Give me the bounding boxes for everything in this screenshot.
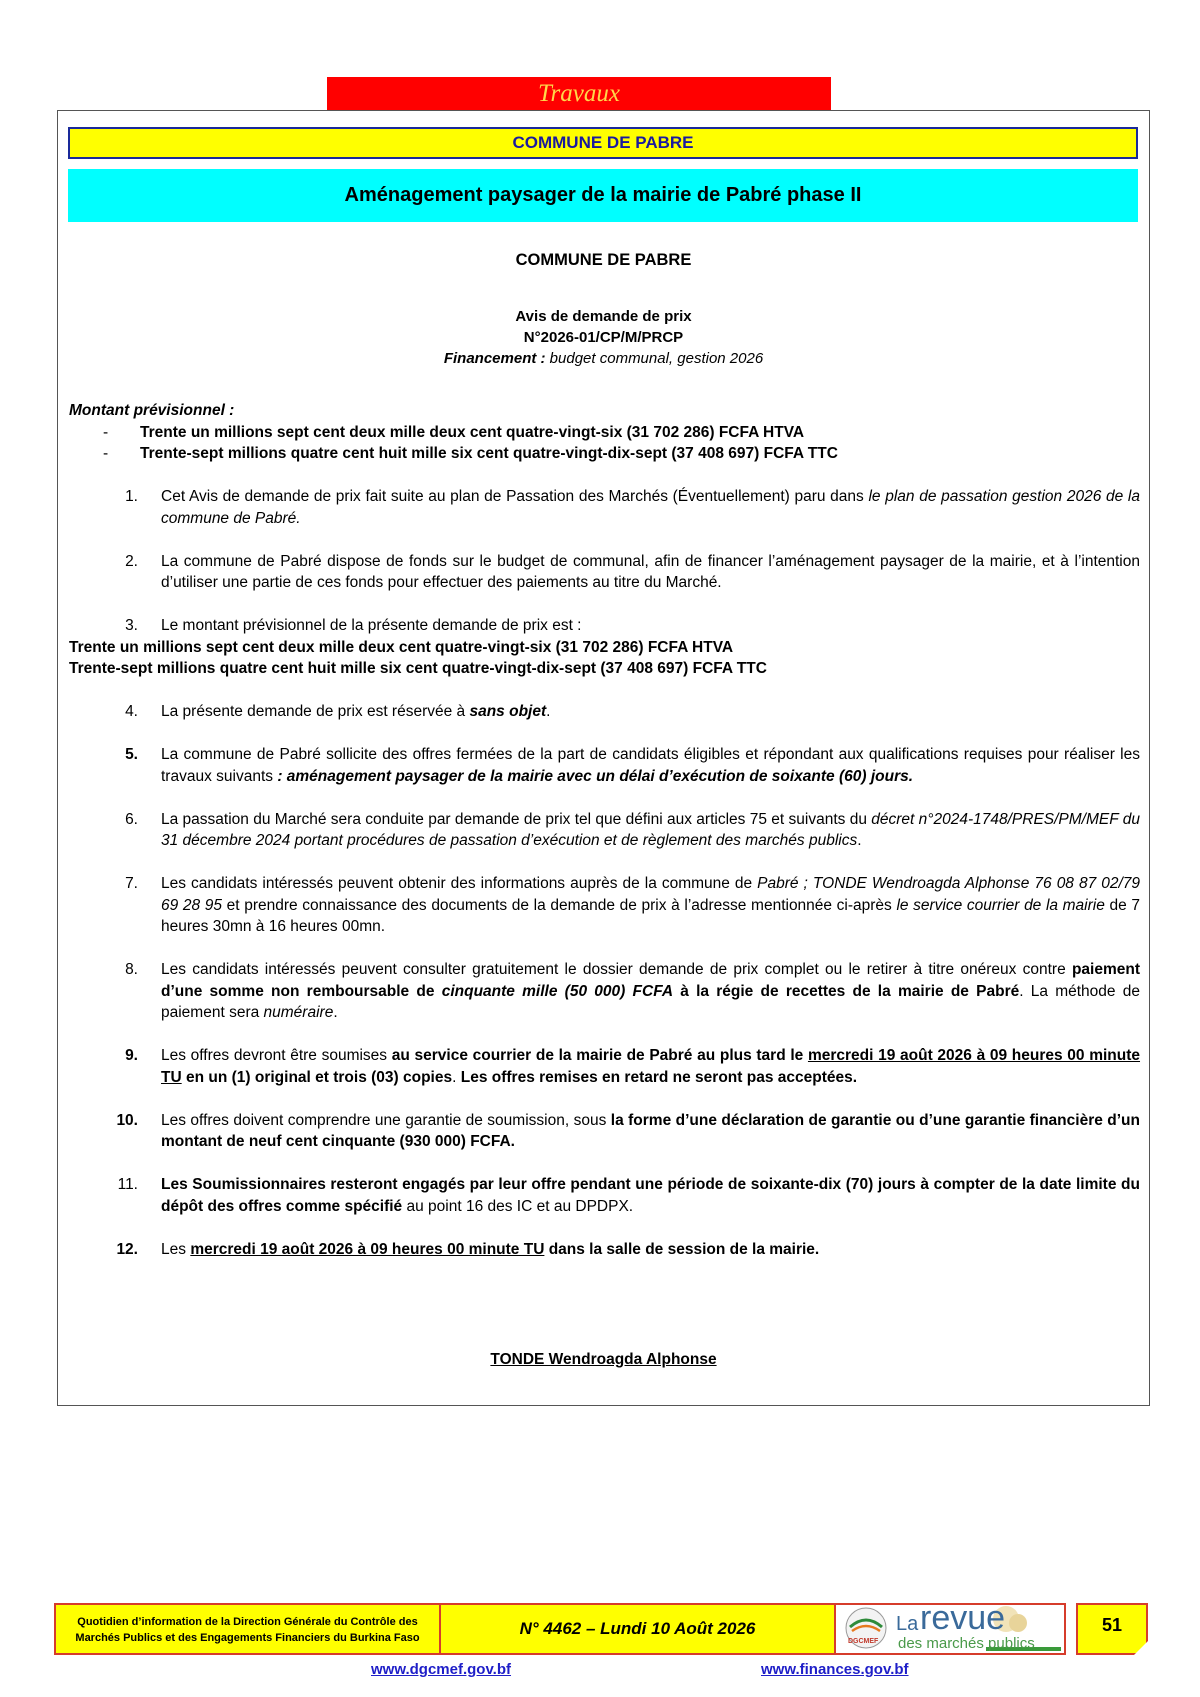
financement-label: Financement :: [443, 350, 546, 367]
paragraph-2: 2. La commune de Pabré dispose de fonds sur le budget de communal, afin de financer l’aménagement paysager de la mairie, et à l’intention d’utiliser une partie de ces fonds pour effectuer des paiements au titre du Marché.: [69, 551, 1140, 594]
financement-line: [57, 350, 1150, 367]
paragraph-8: 8. Les candidats intéressés peuvent consulter gratuitement le dossier demande de prix complet ou le retirer à titre onéreux contre paiement d’une somme non remboursable de cinquante mille (50 000) FCFA à la régie de recettes de la mairie de Pabré. La méthode de paiement sera numéraire.: [69, 959, 1140, 1024]
paragraph-number: 8.: [125, 961, 138, 978]
page-number: 51: [1076, 1603, 1148, 1655]
paragraph-number: 3.: [125, 617, 138, 634]
paragraph-number: 6.: [125, 810, 138, 828]
issue-info: N° 4462 – Lundi 10 Août 2026: [441, 1603, 836, 1655]
paragraph-4: 4. La présente demande de prix est réservée à sans objet.: [69, 701, 1140, 723]
logo-la: La: [896, 1613, 919, 1635]
paragraph-5: 5. La commune de Pabré sollicite des offres fermées de la part de candidats éligibles et répondant aux qualifications requises pour réaliser les travaux suivants : aménagement paysager de la mairie avec un délai d’exécution de soixante (60) jours.: [69, 744, 1140, 787]
montant-htva: Trente un millions sept cent deux mille deux cent quatre-vingt-six (31 702 286) FCFA HTVA: [140, 423, 805, 441]
paragraph-1: 1. Cet Avis de demande de prix fait suite au plan de Passation des Marchés (Éventuellement) paru dans le plan de passation gestion 2026 de la commune de Pabré.: [69, 486, 1140, 529]
signature: TONDE Wendroagda Alphonse: [490, 1351, 717, 1368]
revue-logo: [836, 1599, 1066, 1655]
publisher-info: Quotidien d’information de la Direction Générale du Contrôle des Marchés Publics et des Engagements Financiers du Burkina Faso: [54, 1603, 441, 1655]
montant-htva-item: - Trente un millions sept cent deux mille deux cent quatre-vingt-six (31 702 286) FCFA HTVA: [69, 422, 1140, 444]
logo-revue: revue: [920, 1599, 1006, 1637]
paragraph-7: 7. Les candidats intéressés peuvent obtenir des informations auprès de la commune de Pabré ; TONDE Wendroagda Alphonse 76 08 87 02/79 69 28 95 et prendre connaissance des documents de la demande de prix à l’adresse mentionnée ci-après le service courrier de la mairie de 7 heures 30mn à 16 heures 00mn.: [69, 873, 1140, 938]
p3-montant-htva: Trente un millions sept cent deux mille deux cent quatre-vingt-six (31 702 286) FCFA HTVA: [69, 638, 734, 656]
montant-ttc: Trente-sept millions quatre cent huit mille six cent quatre-vingt-dix-sept (37 408 697) FCFA TTC: [140, 445, 838, 462]
paragraph-number: 1.: [125, 488, 138, 505]
page-fold-corner: [1134, 1641, 1148, 1655]
logo-subtitle: des marchés publics: [898, 1635, 1035, 1652]
paragraph-6: 6. La passation du Marché sera conduite par demande de prix tel que défini aux articles 75 et suivants du décret n°2024-1748/PRES/PM/MEF du 31 décembre 2024 portant procédures de passation d’exécution et de règlement des marchés publics.: [69, 809, 1140, 852]
paragraph-12: 12. Les mercredi 19 août 2026 à 09 heures 00 minute TU dans la salle de session de la mairie.: [69, 1239, 1140, 1261]
paragraph-9: 9. Les offres devront être soumises au service courrier de la mairie de Pabré au plus tard le mercredi 19 août 2026 à 09 heures 00 minute TU en un (1) original et trois (03) copies. Les offres remises en retard ne seront pas acceptées.: [69, 1045, 1140, 1088]
paragraph-11: 11. Les Soumissionnaires resteront engagés par leur offre pendant une période de soixante-dix (70) jours à compter de la date limite du dépôt des offres comme spécifié au point 16 des IC et au DPDPX.: [69, 1174, 1140, 1217]
montant-label: Montant prévisionnel :: [69, 402, 235, 419]
notice-title: Aménagement paysager de la mairie de Pabré phase II: [68, 169, 1138, 222]
montant-ttc-item: - Trente-sept millions quatre cent huit mille six cent quatre-vingt-dix-sept (37 408 697) FCFA TTC: [69, 443, 1140, 465]
paragraph-number: 4.: [125, 703, 138, 720]
notice-body: [69, 400, 1140, 1260]
page-footer: [54, 1599, 1154, 1655]
paragraph-number: 2.: [125, 552, 138, 570]
paragraph-number: 7.: [125, 875, 138, 892]
paragraph-number: 10.: [116, 1111, 138, 1129]
logo-acronym: DGCMEF: [848, 1638, 879, 1645]
avis-heading: Avis de demande de prix: [515, 308, 692, 325]
paragraph-number: 11.: [117, 1176, 138, 1193]
commune-banner: COMMUNE DE PABRE: [68, 127, 1138, 159]
reference-number: N°2026-01/CP/M/PRCP: [523, 329, 684, 346]
paragraph-3: 3. Le montant prévisionnel de la présente demande de prix est :: [69, 615, 1140, 637]
paragraph-10: 10. Les offres doivent comprendre une garantie de soumission, sous la forme d’une déclaration de garantie ou d’une garantie financière d’un montant de neuf cent cinquante (930 000) FCFA.: [69, 1110, 1140, 1153]
commune-heading: COMMUNE DE PABRE: [515, 251, 692, 269]
paragraph-number: 12.: [116, 1240, 138, 1258]
p3-montant-ttc: Trente-sept millions quatre cent huit mille six cent quatre-vingt-dix-sept (37 408 697) FCFA TTC: [69, 660, 767, 677]
paragraph-number: 9.: [125, 1047, 138, 1064]
link-finances[interactable]: www.finances.gov.bf: [761, 1661, 909, 1678]
paragraph-number: 5.: [125, 746, 138, 763]
financement-value: budget communal, gestion 2026: [545, 350, 764, 367]
link-dgcmef[interactable]: www.dgcmef.gov.bf: [371, 1661, 512, 1678]
section-tab-travaux: Travaux: [327, 77, 831, 111]
